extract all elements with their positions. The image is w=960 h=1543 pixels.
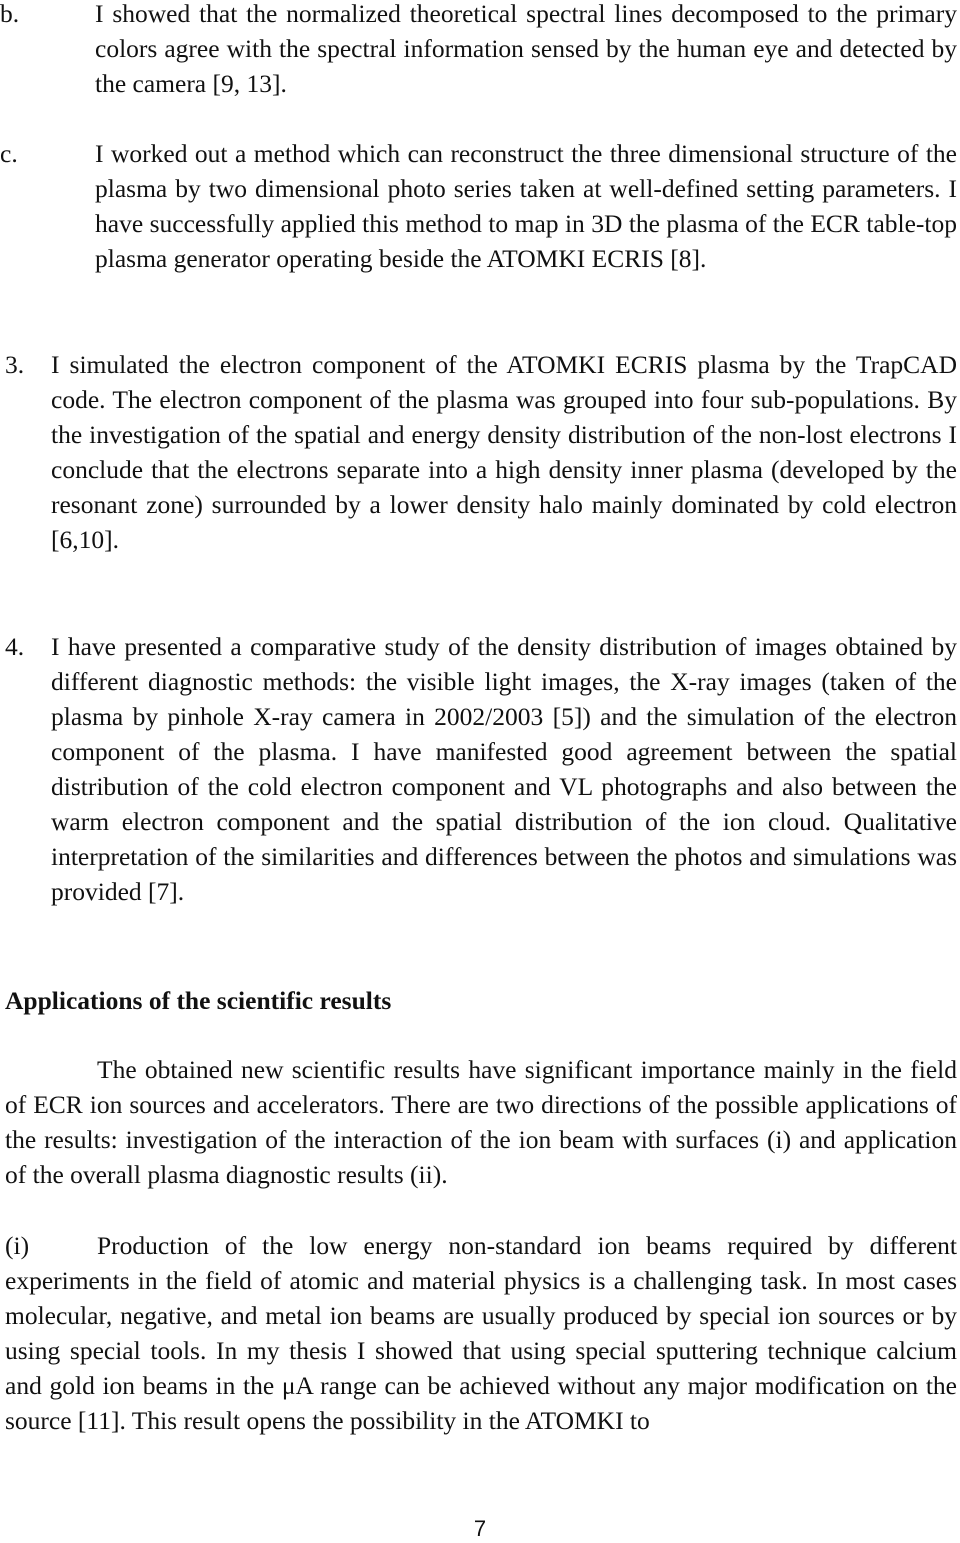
intro-paragraph-text: The obtained new scientific results have significant importance mainly in the field of ECR ion sources and accelerators. There are two directions of the possible applications of the results: investigation of the interaction of the ion beam with surfaces (i) and application of the overall plasma diagnostic results (ii). (5, 1055, 957, 1189)
section-heading: Applications of the scientific results (5, 986, 392, 1015)
numbered-item-text: I have presented a comparative study of the density distribution of images obtained by different diagnostic methods: the visible light images, the X-ray images (taken of the plasma by pinhole X-ray camera in 2002/2003 [5]) and the simulation of the electron component of the plasma. I have manifested good agreement between the spatial distribution of the cold electron component and VL photographs and also between the warm electron component and the spatial distribution of the ion cloud. Qualitative interpretation of the similarities and differences between the photos and simulations was provided [7]. (51, 632, 957, 906)
application-item-i-body: Production of the low energy non-standard ion beams required by different experiments in the field of atomic and material physics is a challenging task. In most cases molecular, negative, and metal ion beams are usually produced by special ion sources or by using special tools. In my thesis I showed that using special sputtering technique calcium and gold ion beams in the μA range can be achieved without any major modification on the source [11]. This result opens the possibility in the ATOMKI to (5, 1231, 957, 1435)
application-item-i (5, 1228, 957, 1438)
page-number: 7 (473, 1516, 487, 1541)
list-item-label: c. (0, 139, 18, 168)
intro-paragraph (5, 1052, 957, 1192)
list-item-label: b. (0, 0, 20, 28)
numbered-item-label: 4. (5, 632, 25, 661)
list-item-text: I worked out a method which can reconstruct the three dimensional structure of the plasma by two dimensional photo series taken at well-defined setting parameters. I have successfully applied this method to map in 3D the plasma of the ECR table-top plasma generator operating beside the ATOMKI ECRIS [8]. (95, 139, 957, 273)
list-item-text: I showed that the normalized theoretical spectral lines decomposed to the primary colors agree with the spectral information sensed by the human eye and detected by the camera [9, 13]. (95, 0, 957, 98)
numbered-item-4 (5, 629, 957, 909)
numbered-item-label: 3. (5, 350, 25, 379)
application-item-i-text (5, 1228, 957, 1438)
numbered-item-3 (5, 347, 957, 557)
application-item-i-label: (i) (5, 1231, 30, 1260)
list-item-c (0, 136, 957, 276)
list-item-b (0, 0, 957, 101)
numbered-item-text: I simulated the electron component of the ATOMKI ECRIS plasma by the TrapCAD code. The electron component of the plasma was grouped into four sub-populations. By the investigation of the spatial and energy density distribution of the non-lost electrons I conclude that the electrons separate into a high density inner plasma (developed by the resonant zone) surrounded by a lower density halo mainly dominated by cold electron [6,10]. (51, 350, 957, 554)
